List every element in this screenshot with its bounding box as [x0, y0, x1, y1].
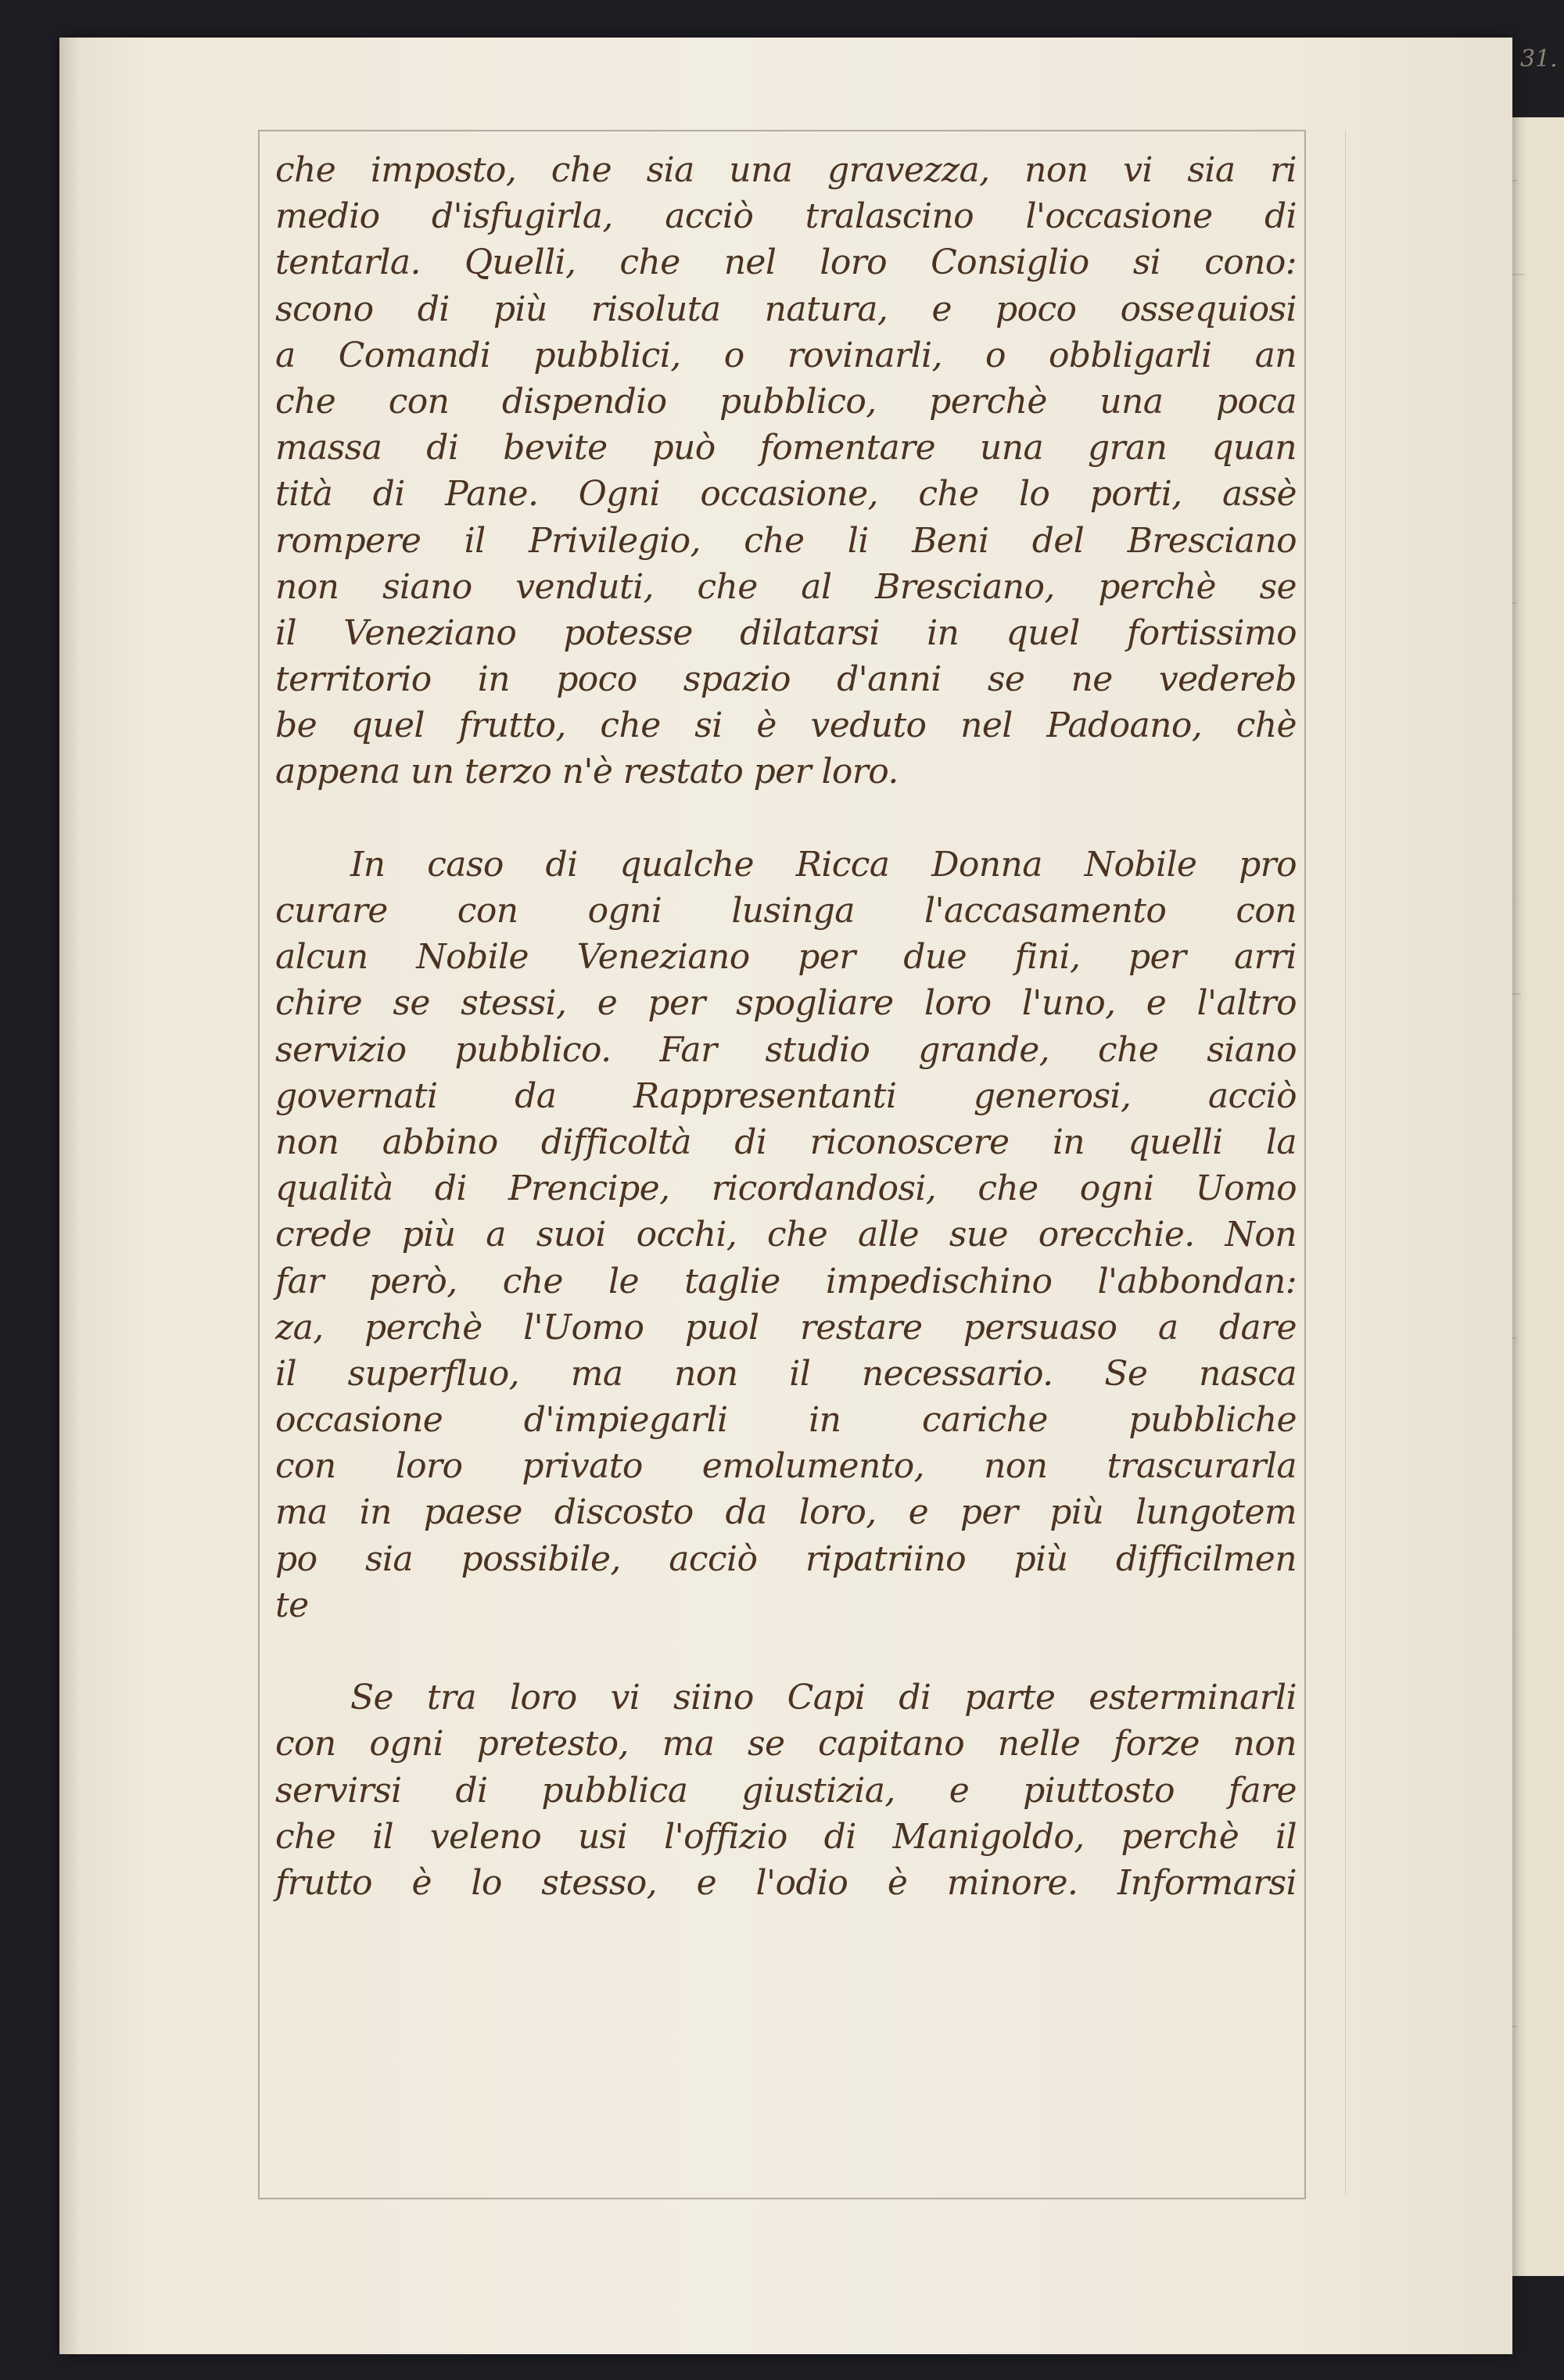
page-gutter-shadow [59, 38, 80, 2354]
text-line: servizio pubblico. Far studio grande, che siano [275, 1029, 1297, 1070]
text-line: con loro privato emolumento, non trascurarla [275, 1446, 1297, 1487]
text-line: tità di Pane. Ogni occasione, che lo porti, assè [275, 474, 1297, 515]
text-line: po sia possibile, acciò ripatriino più difficilmen [275, 1538, 1297, 1579]
text-line: che imposto, che sia una gravezza, non vi sia ri [275, 150, 1297, 190]
text-line: scono di più risoluta natura, e poco ossequiosi [275, 289, 1297, 329]
margin-pencil-line [1345, 130, 1346, 2195]
text-line: chire se stessi, e per spogliare loro l'uno, e l'altro [275, 983, 1297, 1024]
text-line: con ogni pretesto, ma se capitano nelle forze non [275, 1724, 1297, 1764]
text-line: a Comandi pubblici, o rovinarli, o obbligarli an [275, 335, 1297, 375]
folio-number: 31. [1520, 45, 1558, 73]
text-line: territorio in poco spazio d'anni se ne vedereb [275, 659, 1297, 700]
text-line: occasione d'impiegarli in cariche pubbliche [275, 1400, 1297, 1441]
text-line: tentarla. Quelli, che nel loro Consiglio si cono: [275, 242, 1297, 283]
text-line: qualità di Prencipe, ricordandosi, che ogni Uomo [275, 1168, 1297, 1209]
text-line: Se tra loro vi siino Capi di parte esterminarli [350, 1678, 1297, 1718]
text-line: governati da Rappresentanti generosi, acciò [275, 1075, 1297, 1116]
text-line: te [275, 1585, 309, 1625]
paragraph-3 [275, 1675, 1297, 1906]
paragraph-gap [275, 795, 1297, 842]
text-line: alcun Nobile Veneziano per due fini, per arri [275, 937, 1297, 978]
text-line: far però, che le taglie impedischino l'abbondan: [275, 1261, 1297, 1301]
text-line: che con dispendio pubblico, perchè una poca [275, 381, 1297, 422]
text-line: curare con ogni lusinga l'accasamento con [275, 891, 1297, 931]
text-line: za, perchè l'Uomo puol restare persuaso a dare [275, 1307, 1297, 1348]
text-line: frutto è lo stesso, e l'odio è minore. Informarsi [275, 1862, 1297, 1903]
text-line: appena un terzo n'è restato per loro. [275, 752, 899, 792]
text-line: massa di bevite può fomentare una gran quan [275, 428, 1297, 468]
manuscript-text-block [275, 147, 1297, 1906]
text-line: ma in paese discosto da loro, e per più lungotem [275, 1492, 1297, 1533]
text-line: rompere il Privilegio, che li Beni del Bresciano [275, 520, 1297, 561]
text-line: non abbino difficoltà di riconoscere in quelli la [275, 1122, 1297, 1162]
text-line: In caso di qualche Ricca Donna Nobile pro [350, 844, 1297, 885]
text-line: che il veleno usi l'offizio di Manigoldo, perchè il [275, 1816, 1297, 1857]
text-line: servirsi di pubblica giustizia, e piuttosto fare [275, 1770, 1297, 1811]
text-line: medio d'isfugirla, acciò tralascino l'occasione di [275, 196, 1297, 237]
text-line: il Veneziano potesse dilatarsi in quel fortissimo [275, 612, 1297, 653]
text-line: crede più a suoi occhi, che alle sue orecchie. Non [275, 1215, 1297, 1255]
text-line: il superfluo, ma non il necessario. Se nasca [275, 1353, 1297, 1394]
paragraph-2 [275, 842, 1297, 1628]
paragraph-1 [275, 147, 1297, 795]
text-line: be quel frutto, che si è veduto nel Padoano, chè [275, 705, 1297, 746]
text-line: non siano venduti, che al Bresciano, perchè se [275, 566, 1297, 607]
paragraph-gap [275, 1628, 1297, 1675]
